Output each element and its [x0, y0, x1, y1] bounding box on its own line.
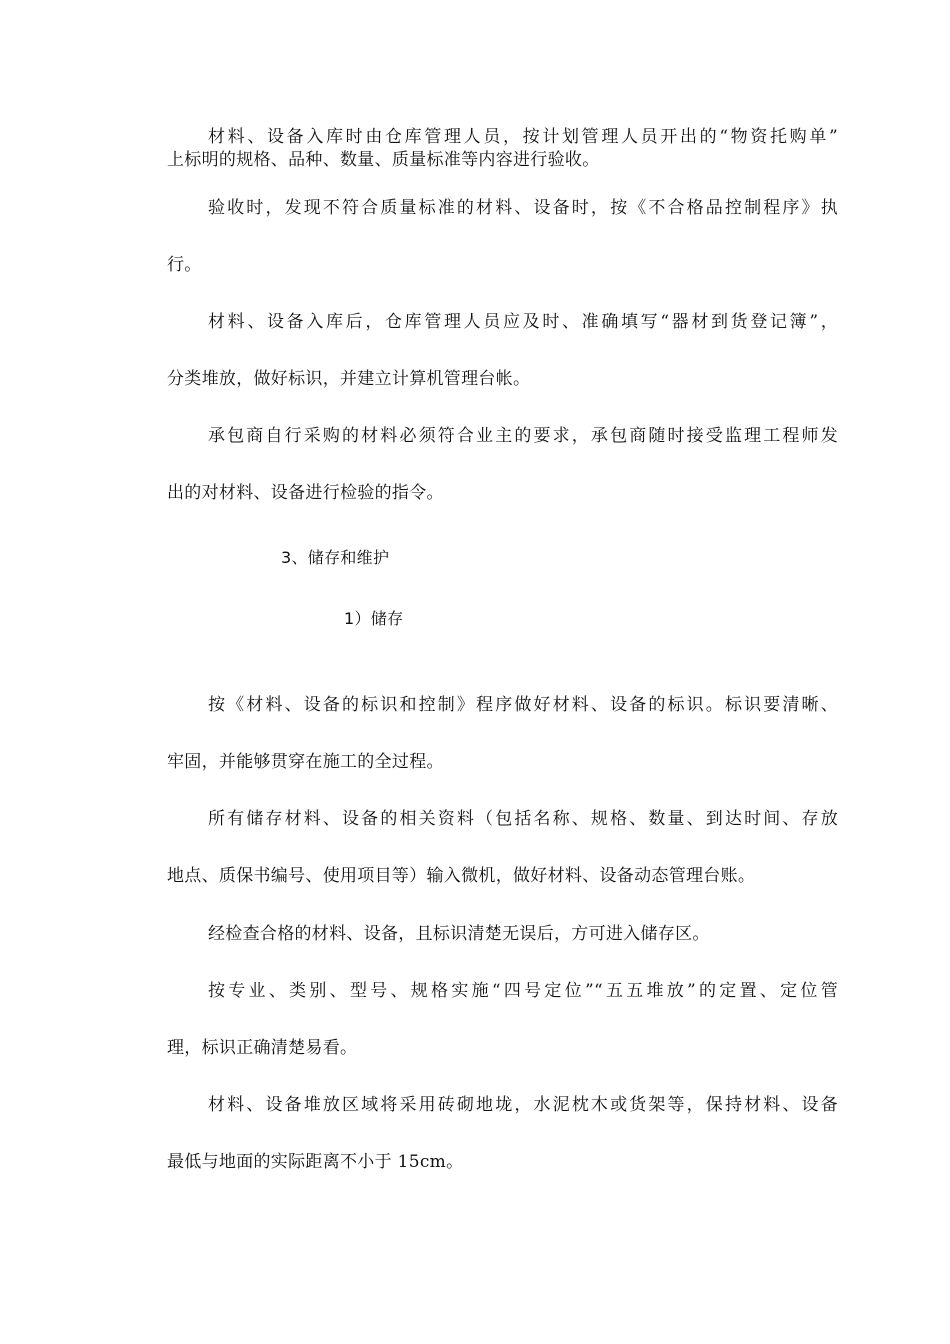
paragraph-9-line-2: 最低与地面的实际距离不小于 15cm。 [167, 1152, 464, 1172]
paragraph-2-line-1: 验收时，发现不符合质量标准的材料、设备时，按《不合格品控制程序》执 [208, 198, 838, 218]
paragraph-9-line-1: 材料、设备堆放区域将采用砖砌地垅，水泥枕木或货架等，保持材料、设备 [208, 1095, 838, 1115]
paragraph-3-line-1: 材料、设备入库后，仓库管理人员应及时、准确填写“器材到货登记簿”， [208, 312, 838, 332]
paragraph-7-line-1: 经检查合格的材料、设备，且标识清楚无误后，方可进入储存区。 [208, 924, 710, 944]
paragraph-1-line-1: 材料、设备入库时由仓库管理人员，按计划管理人员开出的“物资托购单” [208, 127, 838, 147]
paragraph-8-line-1: 按专业、类别、型号、规格实施“四号定位”“五五堆放”的定置、定位管 [208, 981, 838, 1001]
subsection-heading-1: 1）储存 [344, 609, 404, 628]
paragraph-2-line-2: 行。 [167, 255, 202, 275]
paragraph-6-line-2: 地点、质保书编号、使用项目等）输入微机，做好材料、设备动态管理台账。 [167, 866, 756, 886]
paragraph-4-line-2: 出的对材料、设备进行检验的指令。 [167, 483, 444, 503]
paragraph-6-line-1: 所有储存材料、设备的相关资料（包括名称、规格、数量、到达时间、存放 [208, 809, 838, 829]
paragraph-3-line-2: 分类堆放，做好标识，并建立计算机管理台帐。 [167, 369, 531, 389]
paragraph-4-line-1: 承包商自行采购的材料必须符合业主的要求，承包商随时接受监理工程师发 [208, 426, 838, 446]
paragraph-8-line-2: 理，标识正确清楚易看。 [167, 1038, 358, 1058]
paragraph-1-line-2: 上标明的规格、品种、数量、质量标准等内容进行验收。 [167, 150, 600, 170]
paragraph-5-line-1: 按《材料、设备的标识和控制》程序做好材料、设备的标识。标识要清晰、 [208, 695, 838, 715]
paragraph-5-line-2: 牢固，并能够贯穿在施工的全过程。 [167, 752, 444, 772]
section-heading-3: 3、储存和维护 [281, 548, 390, 567]
